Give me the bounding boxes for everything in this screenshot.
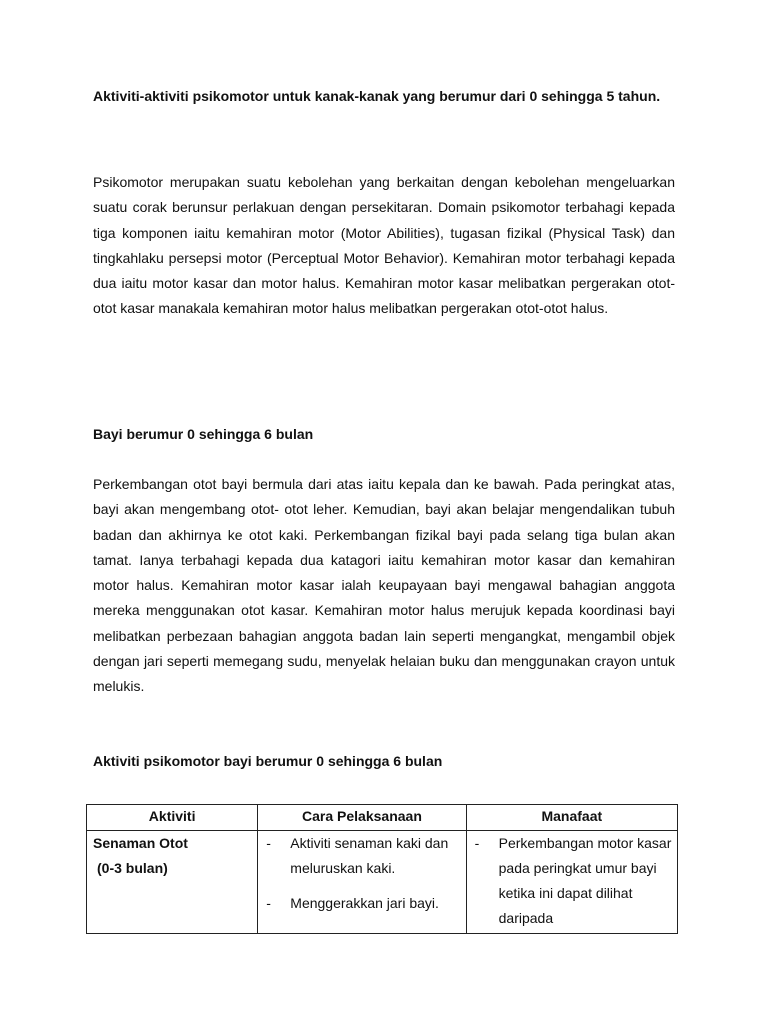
header-manafaat: Manafaat	[466, 805, 677, 831]
aktiviti-name: Senaman Otot	[93, 835, 188, 851]
header-cara-pelaksanaan: Cara Pelaksanaan	[258, 805, 466, 831]
cara-item-text: Menggerakkan jari bayi.	[290, 895, 439, 911]
section-heading-aktiviti: Aktiviti psikomotor bayi berumur 0 sehingga 6 bulan	[93, 753, 443, 769]
cell-aktiviti	[87, 831, 258, 934]
cara-item-text: Aktiviti senaman kaki dan meluruskan kaki.	[290, 835, 449, 876]
dash-bullet: -	[474, 835, 480, 851]
intro-paragraph: Psikomotor merupakan suatu kebolehan yang berkaitan dengan kebolehan mengeluarkan suatu corak berunsur perlakuan dengan persekitaran. Domain psikomotor terbahagi kepada tiga komponen iaitu kemahiran motor (Motor Abilities), tugasan fizikal (Physical Task) dan tingkahlaku persepsi motor (Perceptual Motor Behavior). Kemahiran motor terbahagi kepada dua iaitu motor kasar dan motor halus. Kemahiran motor kasar melibatkan pergerakan otot-otot kasar manakala kemahiran motor halus melibatkan pergerakan otot-otot halus.	[93, 174, 675, 317]
cara-item	[258, 831, 465, 881]
manafaat-item	[467, 831, 677, 931]
cell-cara-pelaksanaan	[258, 831, 466, 934]
aktiviti-age: (0-3 bulan)	[97, 860, 168, 876]
table-row	[87, 831, 678, 934]
manafaat-item-text: Perkembangan motor kasar pada peringkat umur bayi ketika ini dapat dilihat daripada	[498, 835, 672, 926]
section-heading-bayi: Bayi berumur 0 sehingga 6 bulan	[93, 426, 314, 442]
document-title: Aktiviti-aktiviti psikomotor untuk kanak-kanak yang berumur dari 0 sehingga 5 tahun.	[93, 88, 661, 104]
activity-table	[86, 804, 678, 934]
bayi-paragraph: Perkembangan otot bayi bermula dari atas iaitu kepala dan ke bawah. Pada peringkat atas, bayi akan mengembang otot- otot leher. Kemudian, bayi akan belajar mengendalikan tubuh badan dan akhirnya ke otot kaki. Perkembangan fizikal bayi pada selang tiga bulan akan tamat. Ianya terbahagi kepada dua katagori iaitu kemahiran motor kasar dan kemahiran motor halus. Kemahiran motor kasar ialah keupayaan bayi mengawal bahagian anggota mereka menggunakan otot kasar. Kemahiran motor halus merujuk kepada koordinasi bayi melibatkan perbezaan bahagian anggota badan lain seperti mengangkat, mengambil objek dengan jari seperti memegang sudu, menyelak helaian buku dan menggunakan crayon untuk melukis.	[93, 476, 675, 695]
dash-bullet: -	[266, 835, 271, 851]
dash-bullet: -	[266, 895, 271, 911]
cell-manafaat	[466, 831, 677, 934]
cara-item	[258, 891, 465, 916]
table-header-row	[87, 805, 678, 831]
header-aktiviti: Aktiviti	[87, 805, 258, 831]
